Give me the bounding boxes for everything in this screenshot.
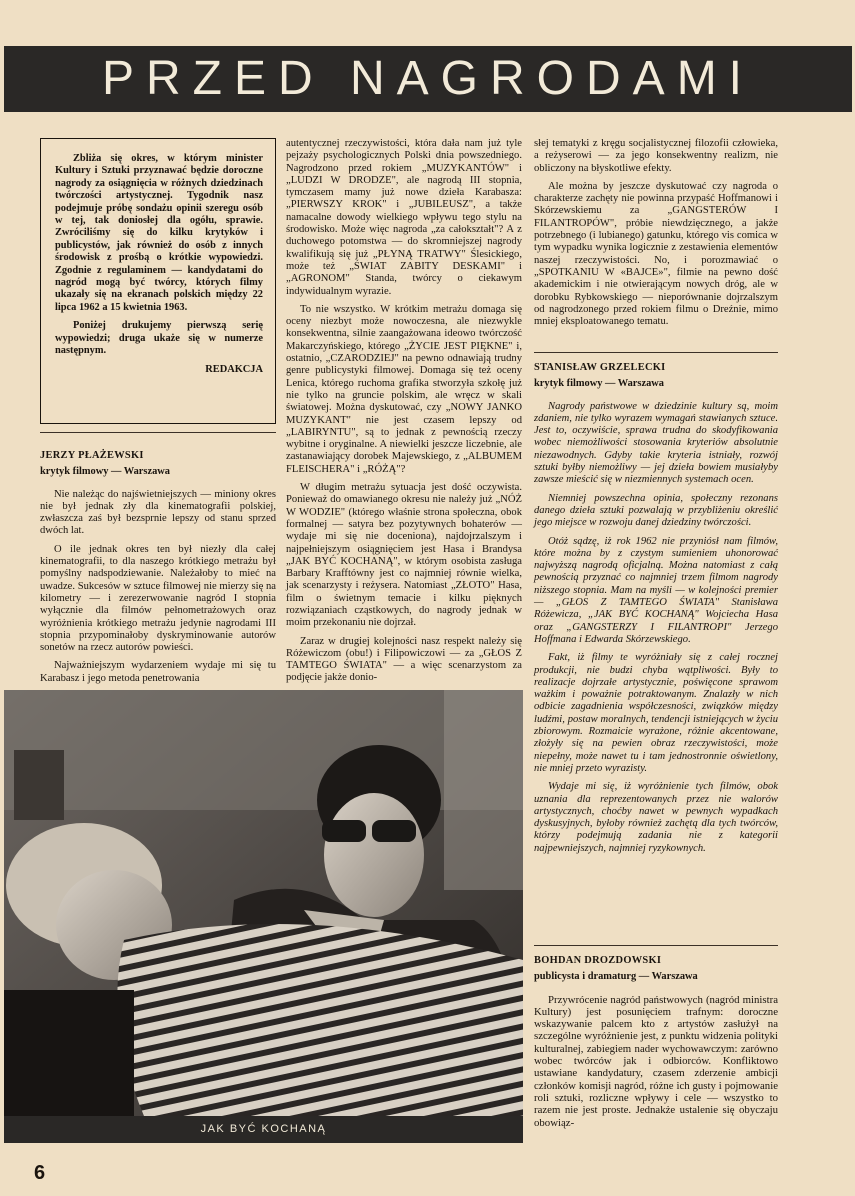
article-paragraph: Niemniej powszechna opinia, społeczny rezonans danego dzieła sztuki pozwalają w przybliżeniu określić jego miejsce w rozwoju danej dziedziny twórczości. (534, 492, 778, 529)
divider (534, 352, 778, 353)
article-paragraph: Najważniejszym wydarzeniem wydaje mi się tu Karabasz i jego metoda penetrowania (40, 660, 276, 684)
film-still-photo (4, 690, 523, 1116)
column-right-grzelecki (534, 362, 778, 861)
column-right-drozdowski (534, 955, 778, 1135)
article-paragraph: Zaraz w drugiej kolejności nasz respekt należy się Różewiczom (obu!) i Filipowiczowi — za „GŁOS Z TAMTEGO ŚWIATA" — a więc scenarzystom za podjęcie jakże donio- (286, 635, 522, 684)
author-name: JERZY PŁAŻEWSKI (40, 450, 144, 461)
article-paragraph: Otóż sądzę, iż rok 1962 nie przyniósł nam filmów, które można by z czystym sumieniem uhonorować najwyższą nagrodą oficjalną. Można natomiast z całą pewnością przyznać co najmniej trzem filmom nagrody niższego stopnia. Mam na myśli — w kolejności premier — „GŁOS Z TAMTEGO ŚWIATA" Stanisława Różewicza, „JAK BYĆ KOCHANĄ" Wojciecha Hasa oraz „GANGSTERZY I FILANTROPI" Jerzego Hoffmana i Edwarda Skórzewskiego. (534, 535, 778, 645)
divider (534, 945, 778, 946)
author-name: BOHDAN DROZDOWSKI (534, 955, 662, 966)
film-still-illustration (4, 690, 523, 1116)
column-right (534, 138, 778, 334)
photo-caption: JAK BYĆ KOCHANĄ (4, 1116, 523, 1143)
article-paragraph: O ile jednak okres ten był niezły dla całej kinematografii, to dla naszego krótkiego metrażu był pomyślny nadspodziewanie. Należałoby to mieć na uwadze. Sukcesów w sztuce filmowej nie mierzy się na kilometry — i zerezerwowanie nagród I stopnia wyłącznie dla filmów pełnometrażowych oraz wyróżnienia krótkiego metrażu jedynie nagrodami III stopnia przypominałoby dyskryminowanie autorów sonetów na rzecz autorów powieści. (40, 543, 276, 654)
article-paragraph: autentycznej rzeczywistości, która dała nam już tyle pejzaży psychologicznych Polski dnia powszedniego. Nagrodzono przed rokiem „MUZYKANTÓW" i „LUDZI W DRODZE", ale nagrodą III stopnia, tymczasem mamy już nowe dzieła Karabasza: „PIERWSZY KROK" i „JUBILEUSZ", a także namacalne dowody wielkiego wpływu tego stylu na środowisko. Może więc nagroda „za całokształt"? A z duchowego potomstwa — do skromniejszej nagrody kwalifikują się już „PŁYNĄ TRATWY" Ślesickiego, może też „ŚWIAT ZABITY DESKAMI" i „AGRONOM" Standa, twórcy o ciekawym indywidualnym wyrazie. (286, 138, 522, 297)
divider (40, 432, 276, 433)
article-paragraph: Nagrody państwowe w dziedzinie kultury są, moim zdaniem, nie tylko wyrazem wymagań stawianych sztuce. Jest to, oczywiście, sprawa trudna do skodyfikowania wobec niemożliwości stosowania kryteriów absolutnie niezawodnych. Gdyby takie kryteria istniały, rozwój sztuki byłby niemożliwy — jej dzieła bowiem musiałyby zawsze mieścić się w niezmiennych systemach ocen. (534, 400, 778, 486)
column-middle (286, 138, 522, 691)
author-name: STANISŁAW GRZELECKI (534, 362, 666, 373)
author-role: publicysta i dramaturg — Warszawa (534, 971, 698, 983)
article-paragraph: Nie należąc do najświetniejszych — miniony okres nie był jednak zły dla kinematografii polskiej, zwłaszcza zaś był bezsprnie lepszy od stanu sprzed dwóch lat. (40, 488, 276, 537)
intro-paragraph: Zbliża się okres, w którym minister Kultury i Sztuki przyznawać będzie doroczne nagrody za osiągnięcia w różnych dziedzinach twórczości artystycznej. Tygodnik nasz podejmuje próbę sondażu opinii szeregu osób w tej, tak doniosłej dla ogółu, sprawie. Zwróciliśmy się do kilku krytyków i publicystów, jak również do osób z innych środowisk z prośbą o krótkie wypowiedzi. Zgodnie z regulaminem — kandydatami do nagród mogą być twórcy, których filmy ukazały się na ekranach polskich między 22 lipca 1962 a 15 kwietnia 1963. (55, 153, 263, 313)
page-title: PRZED NAGRODAMI (101, 52, 755, 105)
article-paragraph: Fakt, iż filmy te wyróżniały się z całej rocznej produkcji, nie budzi chyba wątpliwości. Były to realizacje dojrzałe artystycznie, poświęcone sprawom ważkim i poważnie potraktowanym. Znalazły w nich odbicie zagadnienia współczesności, związków między ludźmi, postaw moralnych, tendencji istniejących w życiu zbiorowym. Rozmaicie wyrażone, różnie akcentowane, złożyły się na pewien obraz rzeczywistości, może niepełny, może nawet tu i tam jednostronnie oświetlony, nie mniej przeto wyrazisty. (534, 652, 778, 774)
article-paragraph: To nie wszystko. W krótkim metrażu domaga się oceny niezbyt może nowoczesna, ale niezwykle konsekwentna, silnie zaangażowana ideowo twórczość Makarczyńskiego, którego „ŻYCIE JEST PIĘKNE" i, ostatnio, „CZARODZIEJ" na pewno odnawiają trudny genre publicystyki filmowej. Domaga się też oceny Lenica, którego ruchoma grafika stworzyła szkołę już nie tylko na gruncie polskim, ale wręcz w skali światowej. Można dyskutować, czy „NOWY JANKO MUZYKANT" nie jest czasem lepszy od „LABIRYNTU", są to jednak z pewnością rzeczy wybitne i oryginalne. A niewielki jeszcze liczebnie, ale zastanawiający dorobek Majewskiego, z „ALBUMEM FLEISCHERA" i „RÓŻĄ"? (286, 303, 522, 475)
page-number: 6 (34, 1162, 46, 1184)
header-banner (4, 46, 852, 112)
author-role: krytyk filmowy — Warszawa (534, 378, 664, 390)
intro-paragraph: Poniżej drukujemy pierwszą serię wypowiedzi; druga ukaże się w numerze następnym. (55, 320, 263, 357)
article-paragraph: słej tematyki z kręgu socjalistycznej filozofii człowieka, a reżyserowi — za jego konsekwentny realizm, nie obliczony na błyskotliwe efekty. (534, 138, 778, 174)
article-paragraph: W długim metrażu sytuacja jest dość oczywista. Ponieważ do omawianego okresu nie należy już „NÓŻ W WODZIE" (którego właśnie strona społeczna, obok formalnej — satyra bez pozytywnych bohaterów — wydaje mi się nie doceniona), najdojrzalszym i najpełniejszym osiągnięciem jest Hasa i Brandysa „JAK BYĆ KOCHANĄ", w którym osobista zasługa Barbary Krafftówny jest co najmniej równie wielka, jak scenarzysty i reżysera. Natomiast „ZŁOTO" Hasa, film o świetnym temacie i kilku pięknych rozwiązaniach cząstkowych, do nagrody jednak w moim przekonaniu nie dojrzał. (286, 482, 522, 629)
editorial-signature: REDAKCJA (205, 363, 263, 375)
editorial-intro-box (40, 138, 276, 424)
article-paragraph: Przywrócenie nagród państwowych (nagród ministra Kultury) jest posunięciem trafnym: doroczne wskazywanie palcem kto z artystów zasłużył na szczególne wyróżnienie jest, z punktu widzenia polityki kulturalnej, zabiegiem nader wychowawczym: zarówno wobec twórców jak i odbiorców. Konfliktowo ustawiane kandydatury, czasem zderzenie ambicji członków komisji nagród, różne ich gusty i pojmowanie roli sztuki, rozliczne wpływy i cele — wszystko to razem nie jest proste. Jednakże ustalenie się obyczaju obowiąz- (534, 993, 778, 1129)
column-left (40, 450, 276, 691)
article-paragraph: Wydaje mi się, iż wyróżnienie tych filmów, obok uznania dla reprezentowanych przez nie walorów artystycznych, choćby nawet w pewnych wypadkach dyskusyjnych, byłoby również zachętą dla tych twórców, którzy podejmują zadania nie z kategorii najpewniejszych, najmniej ryzykownych. (534, 781, 778, 854)
author-role: krytyk filmowy — Warszawa (40, 466, 170, 478)
article-paragraph: Ale można by jeszcze dyskutować czy nagroda o charakterze zachęty nie powinna przypaść Hoffmanowi i Skórzewskiemu za „GANGSTERÓW I FILANTROPÓW", próbie niewdzięcznego, a jakże potrzebnego (i lubianego) gatunku, którego vis comica w tym wypadku wynika logicznie z zestawienia elementów naszej rzeczywistości. No, i porozmawiać o „SPOTKANIU W «BAJCE»", filmie na pewno dość akademickim i nie otwierającym nowych dróg, ale w dorobku Rybkowskiego — nieporównanie dojrzalszym od nagrodzonego przed rokiem filmu o Dreźnie, mimo mniej eksploatowanego tematu. (534, 180, 778, 328)
